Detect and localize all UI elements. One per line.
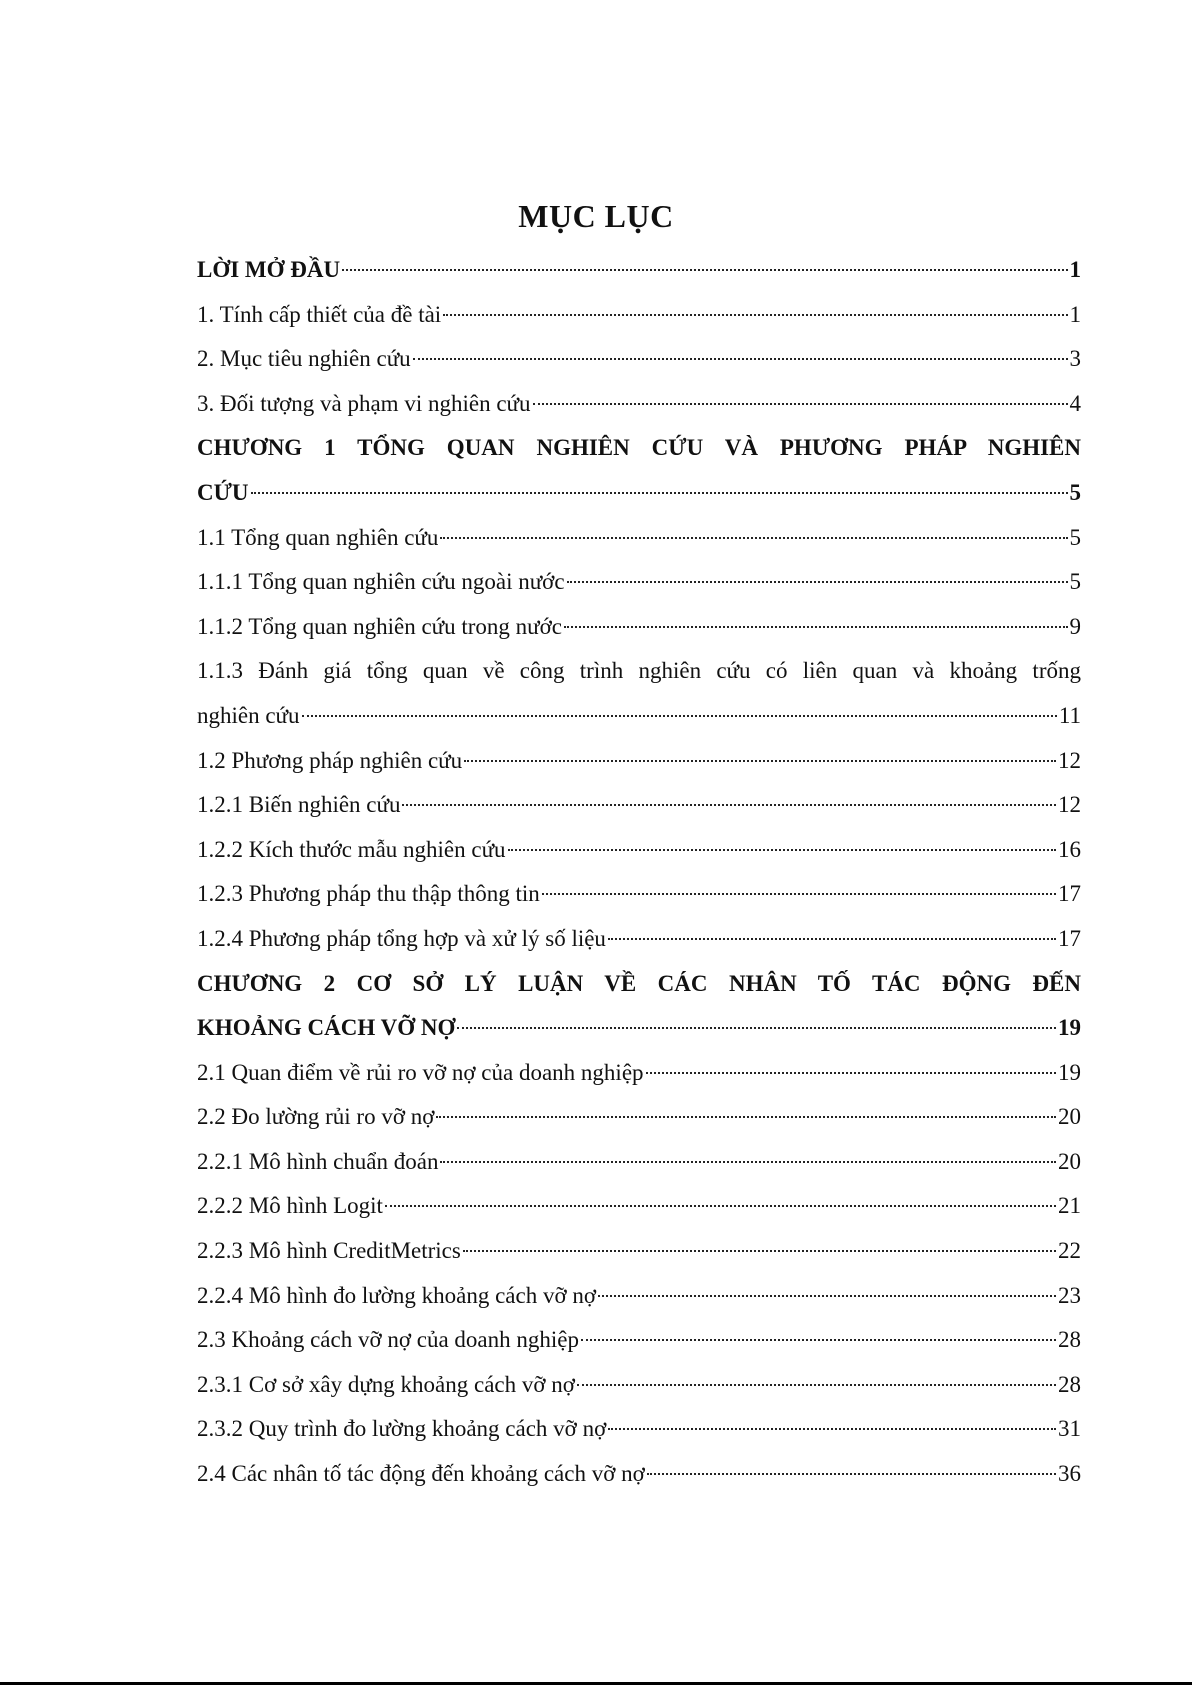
toc-leader-dots [564, 626, 1067, 628]
toc-entry[interactable] [197, 1318, 1081, 1363]
toc-page-number: 17 [1058, 925, 1081, 951]
toc-entry-text: 2.3.1 Cơ sở xây dựng khoảng cách vỡ nợ [197, 1371, 575, 1397]
toc-page-number: 19 [1058, 1059, 1081, 1085]
toc-entry[interactable] [197, 1274, 1081, 1319]
toc-entry-text: 1.2.4 Phương pháp tổng hợp và xử lý số liệu [197, 925, 606, 951]
toc-entry[interactable] [197, 739, 1081, 784]
toc-entry[interactable] [197, 694, 1081, 739]
toc-page-number: 28 [1058, 1371, 1081, 1397]
toc-entry-text: 1.2.1 Biến nghiên cứu [197, 792, 401, 818]
toc-entry-text: 1.1 Tổng quan nghiên cứu [197, 524, 439, 550]
toc-leader-dots [440, 1161, 1056, 1163]
toc-leader-dots [598, 1295, 1056, 1297]
table-of-contents [197, 248, 1081, 1497]
toc-entry[interactable] [197, 1051, 1081, 1096]
toc-page-number: 5 [1069, 479, 1081, 505]
toc-entry-text: 2.2.3 Mô hình CreditMetrics [197, 1238, 461, 1264]
toc-entry[interactable] [197, 1407, 1081, 1452]
toc-page-number: 21 [1058, 1193, 1081, 1219]
toc-entry-text: 1.1.2 Tổng quan nghiên cứu trong nước [197, 613, 563, 639]
toc-entry-text: CHƯƠNG 2 CƠ SỞ LÝ LUẬN VỀ CÁC NHÂN TỐ TÁC ĐỘNG ĐẾN [197, 970, 1081, 996]
toc-page-number: 12 [1058, 747, 1081, 773]
toc-leader-dots [457, 1027, 1056, 1029]
toc-leader-dots [436, 1116, 1056, 1118]
toc-page-number: 19 [1058, 1015, 1081, 1041]
toc-leader-dots [608, 938, 1056, 940]
toc-page-number: 5 [1069, 524, 1081, 550]
toc-page-number: 17 [1058, 881, 1081, 907]
toc-entry[interactable] [197, 471, 1081, 516]
toc-entry[interactable] [197, 337, 1081, 382]
toc-page-number: 5 [1069, 569, 1081, 595]
toc-leader-dots [413, 358, 1068, 360]
toc-leader-dots [508, 849, 1056, 851]
toc-entry-text: LỜI MỞ ĐẦU [197, 257, 341, 282]
toc-entry-text: 2.3 Khoảng cách vỡ nợ của doanh nghiệp [197, 1327, 579, 1353]
toc-entry-text: CỨU [197, 479, 249, 505]
toc-page-number: 28 [1058, 1327, 1081, 1353]
toc-entry-text: 2.2.2 Mô hình Logit [197, 1193, 383, 1219]
toc-entry[interactable] [197, 783, 1081, 828]
toc-leader-dots [463, 1250, 1056, 1252]
toc-entry-text: 1.2.2 Kích thước mẫu nghiên cứu [197, 836, 506, 862]
toc-leader-dots [647, 1473, 1056, 1475]
toc-leader-dots [440, 537, 1067, 539]
toc-entry-text: 1.2.3 Phương pháp thu thập thông tin [197, 881, 540, 907]
toc-entry[interactable] [197, 516, 1081, 561]
toc-page-number: 4 [1069, 390, 1081, 416]
toc-page-number: 23 [1058, 1282, 1081, 1308]
toc-entry-text: 2.3.2 Quy trình đo lường khoảng cách vỡ nợ [197, 1416, 607, 1442]
toc-entry-text: 2.2.1 Mô hình chuẩn đoán [197, 1148, 439, 1174]
toc-entry[interactable] [197, 293, 1081, 338]
toc-leader-dots [533, 403, 1068, 405]
toc-page-number: 22 [1058, 1238, 1081, 1264]
toc-page-number: 1 [1069, 301, 1081, 327]
toc-entry[interactable] [197, 1095, 1081, 1140]
toc-leader-dots [302, 715, 1057, 717]
toc-leader-dots [646, 1072, 1056, 1074]
toc-entry-text: nghiên cứu [197, 702, 300, 728]
toc-page-number: 16 [1058, 836, 1081, 862]
toc-chapter-heading-line[interactable] [197, 962, 1081, 1007]
toc-entry-text: 2.2.4 Mô hình đo lường khoảng cách vỡ nợ [197, 1282, 597, 1308]
toc-entry[interactable] [197, 1140, 1081, 1185]
toc-entry-text: 1.1.3 Đánh giá tổng quan về công trình nghiên cứu có liên quan và khoảng trống [197, 658, 1081, 684]
toc-page-number: 31 [1058, 1416, 1081, 1442]
toc-entry[interactable] [197, 828, 1081, 873]
toc-page-number: 1 [1069, 257, 1081, 282]
toc-leader-dots [251, 492, 1068, 494]
toc-page-number: 11 [1058, 702, 1081, 728]
toc-leader-dots [567, 581, 1068, 583]
toc-entry-wrapped-line[interactable] [197, 649, 1081, 694]
toc-entry[interactable] [197, 1452, 1081, 1497]
toc-entry[interactable] [197, 382, 1081, 427]
toc-entry-text: 1. Tính cấp thiết của đề tài [197, 301, 442, 327]
toc-leader-dots [608, 1428, 1056, 1430]
toc-entry[interactable] [197, 1363, 1081, 1408]
toc-entry[interactable] [197, 872, 1081, 917]
toc-page-number: 20 [1058, 1104, 1081, 1130]
toc-entry-text: KHOẢNG CÁCH VỠ NỢ [197, 1015, 456, 1041]
toc-entry-text: 3. Đối tượng và phạm vi nghiên cứu [197, 390, 531, 416]
toc-entry[interactable] [197, 917, 1081, 962]
toc-leader-dots [342, 269, 1067, 271]
toc-entry[interactable] [197, 1184, 1081, 1229]
toc-leader-dots [542, 893, 1056, 895]
toc-page-number: 9 [1069, 613, 1081, 639]
toc-entry-text: CHƯƠNG 1 TỔNG QUAN NGHIÊN CỨU VÀ PHƯƠNG PHÁP NGHIÊN [197, 435, 1081, 461]
page-title: MỤC LỤC [518, 198, 674, 234]
toc-entry-text: 1.2 Phương pháp nghiên cứu [197, 747, 463, 773]
toc-entry[interactable] [197, 605, 1081, 650]
toc-leader-dots [385, 1205, 1056, 1207]
toc-chapter-heading-line[interactable] [197, 426, 1081, 471]
toc-page-number: 12 [1058, 792, 1081, 818]
toc-entry-text: 2. Mục tiêu nghiên cứu [197, 346, 411, 372]
toc-page-number: 3 [1069, 346, 1081, 372]
toc-entry-text: 1.1.1 Tổng quan nghiên cứu ngoài nước [197, 569, 565, 595]
toc-entry[interactable] [197, 560, 1081, 605]
toc-leader-dots [443, 314, 1067, 316]
toc-leader-dots [581, 1339, 1056, 1341]
toc-page-number: 20 [1058, 1148, 1081, 1174]
toc-entry-text: 2.2 Đo lường rủi ro vỡ nợ [197, 1104, 435, 1130]
toc-leader-dots [577, 1384, 1056, 1386]
toc-entry[interactable] [197, 248, 1081, 293]
toc-leader-dots [464, 760, 1056, 762]
toc-page-number: 36 [1058, 1461, 1081, 1487]
toc-entry-text: 2.1 Quan điểm về rủi ro vỡ nợ của doanh nghiệp [197, 1059, 644, 1085]
toc-entry[interactable] [197, 1006, 1081, 1051]
toc-leader-dots [402, 804, 1056, 806]
toc-entry-text: 2.4 Các nhân tố tác động đến khoảng cách vỡ nợ [197, 1461, 645, 1487]
toc-entry[interactable] [197, 1229, 1081, 1274]
